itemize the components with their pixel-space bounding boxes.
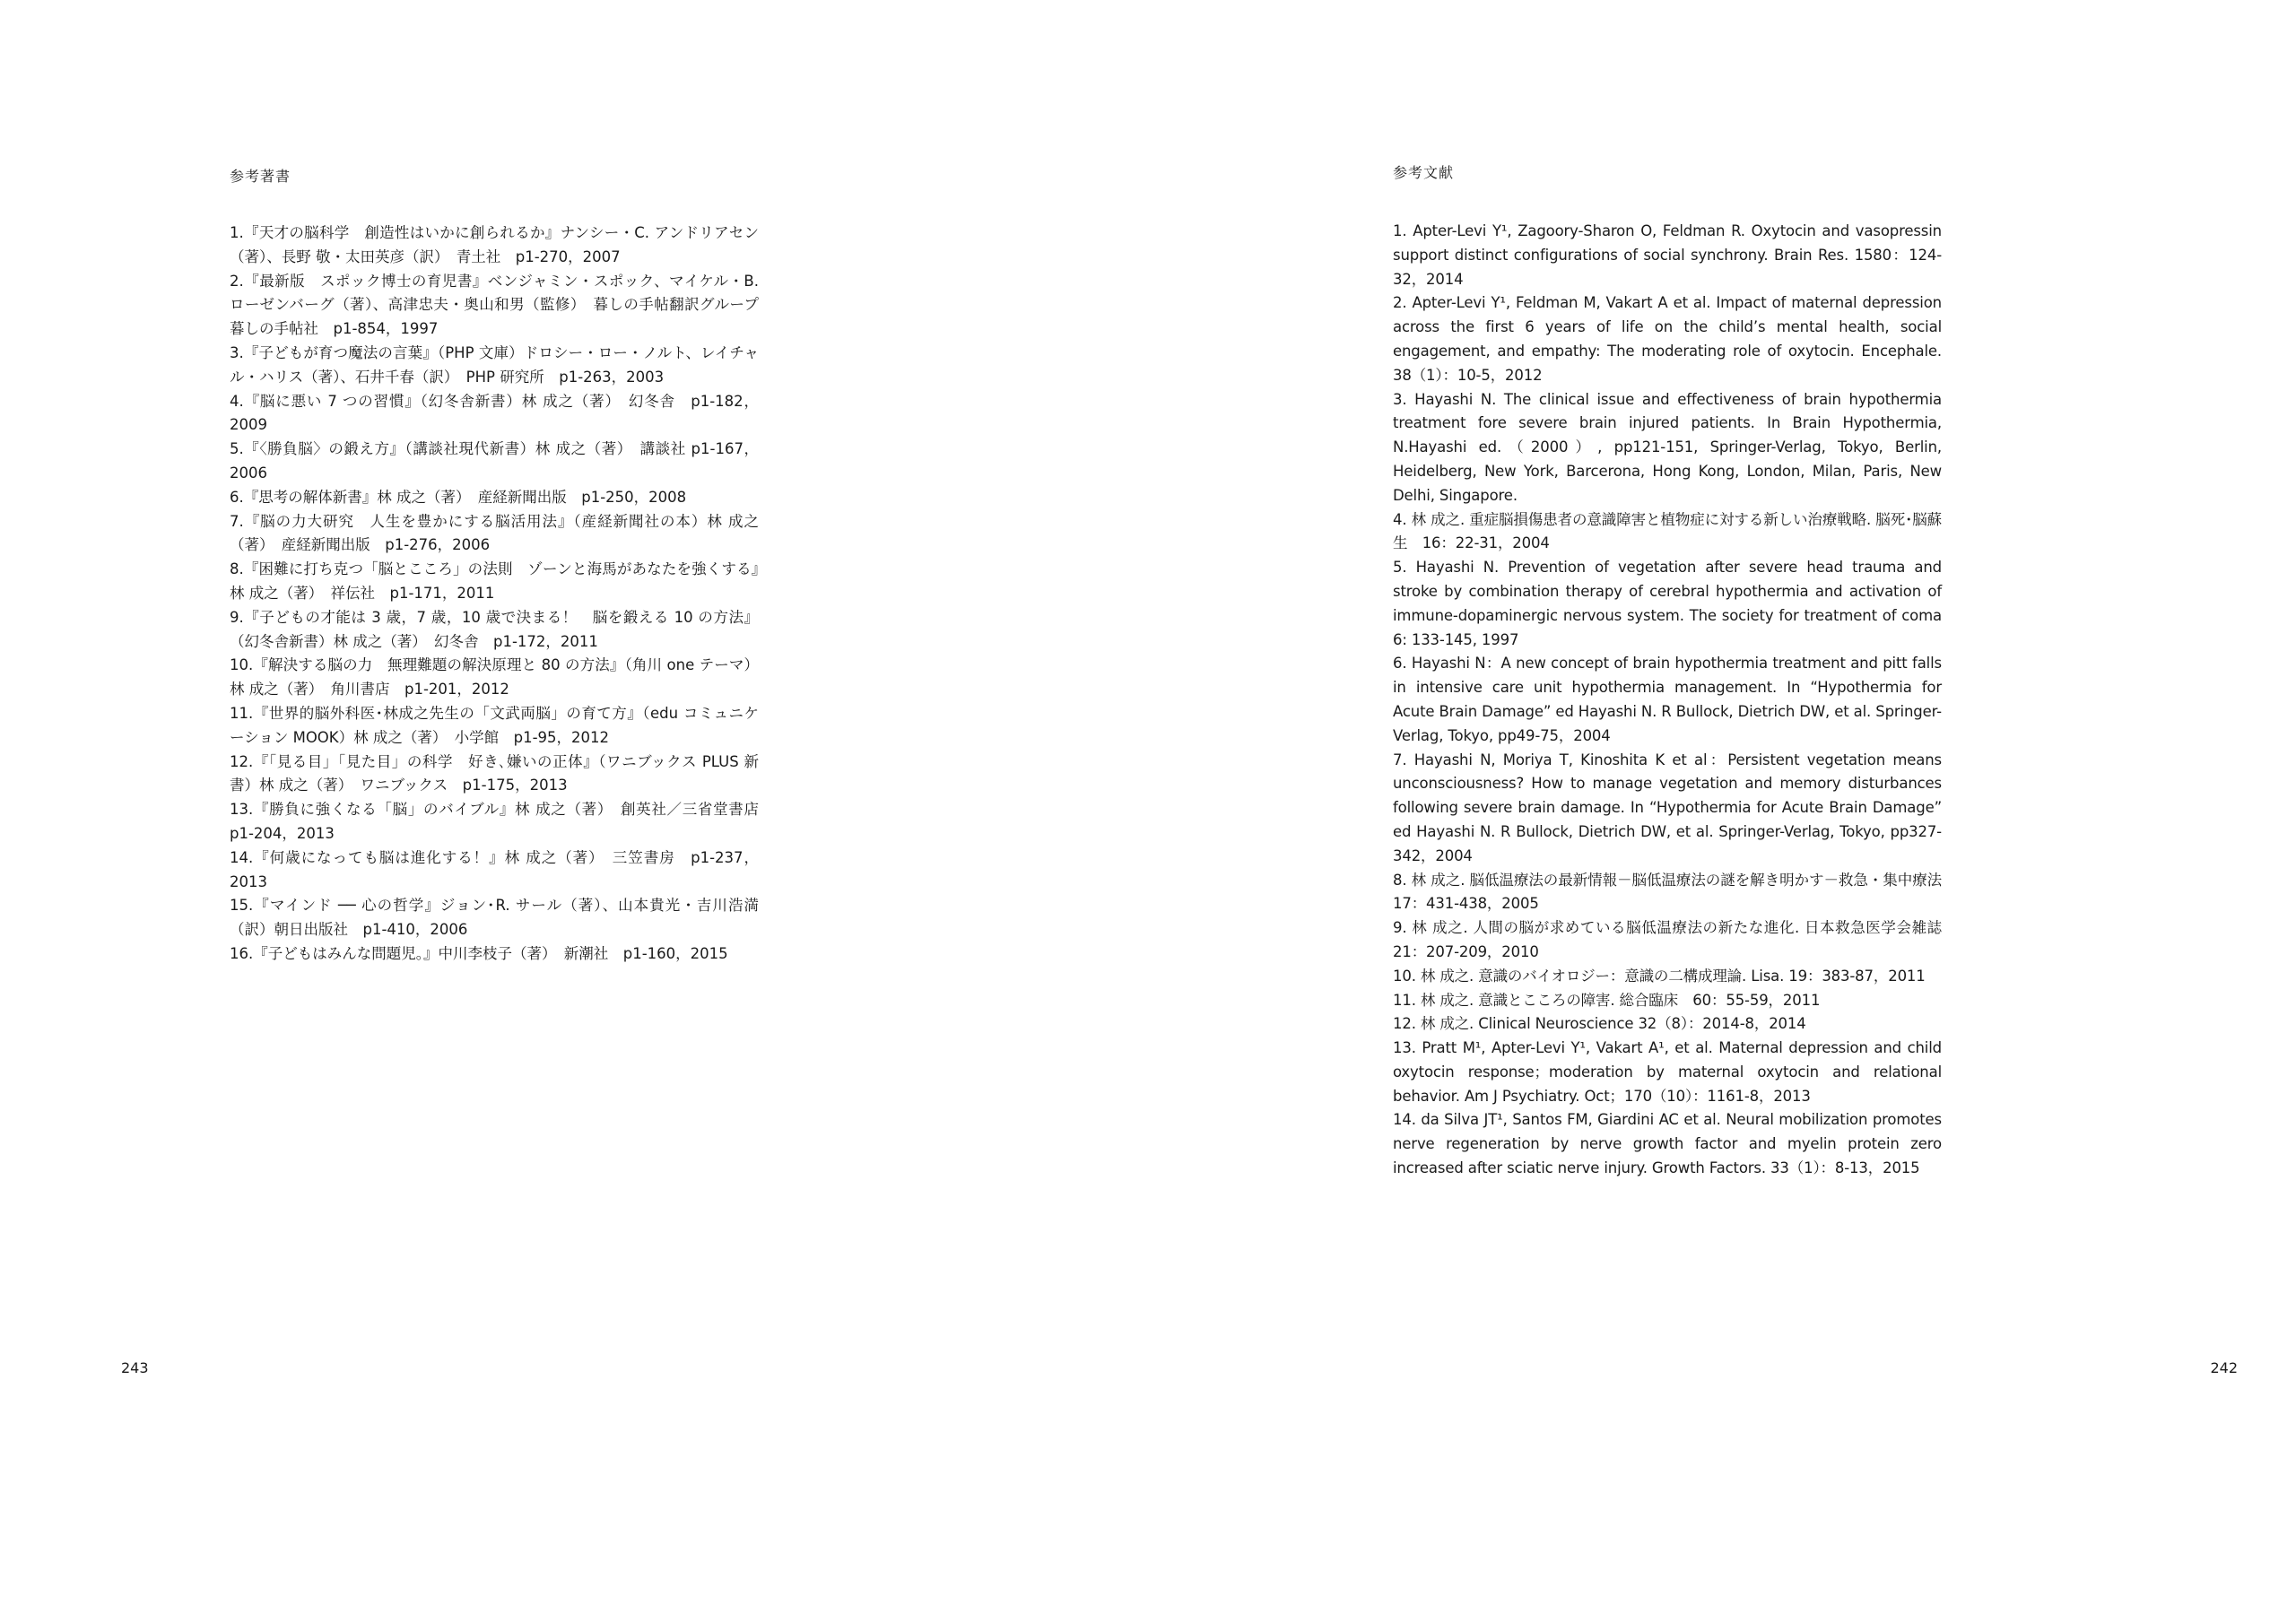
list-item: 8. 林 成之. 脳低温療法の最新情報－脳低温療法の謎を解き明かす－救急・集中療法 17：431-438，2005 <box>1393 871 1957 913</box>
page-number-left: 243 <box>121 1359 149 1376</box>
list-item: 4. 林 成之. 重症脳損傷患者の意識障害と植物症に対する新しい治療戦略. 脳死･脳蘇生 16：22-31，2004 <box>1393 510 1942 552</box>
list-item: 8.『困難に打ち克つ「脳とこころ」の法則 ゾーンと海馬があなたを強くする』林 成之（著） 祥伝社 p1-171，2011 <box>230 560 759 602</box>
list-item: 11.『世界的脳外科医･林成之先生の「文武両脳」の育て方』（edu コミュニケーション MOOK）林 成之（著） 小学館 p1-95，2012 <box>230 704 759 746</box>
left-column <box>230 165 774 967</box>
list-item: 12.『「見る目」「見た目」の科学 好き､嫌いの正体』（ワニブックス PLUS 新書）林 成之（著） ワニブックス p1-175，2013 <box>230 752 759 794</box>
list-item: 6. Hayashi N：A new concept of brain hypothermia treatment and pitt falls in intensive care unit hypothermia management. In “Hypothermia for Acute Brain Damage” ed Hayashi N. R Bullock, Dietrich DW, et al. Springer-Verlag, Tokyo, pp49-75，2004 <box>1393 655 1942 744</box>
list-item: 14. da Silva JT¹, Santos FM, Giardini AC et al. Neural mobilization promotes nerve regeneration by nerve growth factor and myelin protein zero increased after sciatic nerve injury. Growth Factors. 33（1）：8-13，2015 <box>1393 1111 1942 1177</box>
list-item: 5.『〈勝負脳〉の鍛え方』（講談社現代新書）林 成之（著） 講談社 p1-167，2006 <box>230 440 759 482</box>
list-item: 7. Hayashi N, Moriya T, Kinoshita K et al：Persistent vegetation means unconsciousness? How to manage vegetation and memory disturbances following severe brain damage. In “Hypothermia for Acute Brain Damage” ed Hayashi N. R Bullock, Dietrich DW, et al. Springer-Verlag, Tokyo, pp327-342，2004 <box>1393 751 1942 864</box>
list-item: 1.『天才の脳科学 創造性はいかに創られるか』ナンシー・C. アンドリアセン（著）、長野 敬・太田英彦（訳） 青土社 p1-270，2007 <box>230 224 759 265</box>
list-item: 10.『解決する脳の力 無理難題の解決原理と 80 の方法』（角川 one テーマ）林 成之（著） 角川書店 p1-201，2012 <box>230 656 759 699</box>
right-page <box>1148 0 2296 1623</box>
list-item: 11. 林 成之. 意識とこころの障害. 総合臨床 60：55-59，2011 <box>1393 991 1821 1009</box>
list-item: 2. Apter-Levi Y¹, Feldman M, Vakart A et al. Impact of maternal depression across the first 6 years of life on the child’s mental health, social engagement, and empathy: The moderating role of oxytocin. Encephale. 38（1）：10-5，2012 <box>1393 294 1942 384</box>
list-item: 9.『子どもの才能は 3 歳，7 歳，10 歳で決まる！ 脳を鍛える 10 の方法』（幻冬舎新書）林 成之（著） 幻冬舎 p1-172，2011 <box>230 608 759 650</box>
list-item: 1. Apter-Levi Y¹, Zagoory-Sharon O, Feldman R. Oxytocin and vasopressin support distinct configurations of social synchrony. Brain Res. 1580：124-32，2014 <box>1393 222 1942 288</box>
list-item: 15.『マインド ── 心の哲学』ジョン･R. サール（著）、山本貴光・吉川浩満（訳）朝日出版社 p1-410，2006 <box>230 897 759 939</box>
left-heading: 参考著書 <box>230 168 291 185</box>
book-reference-list <box>230 221 774 967</box>
list-item: 4.『脳に悪い 7 つの習慣』（幻冬舎新書）林 成之（著） 幻冬舎 p1-182，2009 <box>230 392 759 434</box>
list-item: 10. 林 成之. 意識のバイオロジー：意識の二構成理論. Lisa. 19：383-87，2011 <box>1393 967 1926 985</box>
list-item: 5. Hayashi N. Prevention of vegetation after severe head trauma and stroke by combination therapy of cerebral hypothermia and activation of immune-dopaminergic nervous system. The society for treatment of coma 6: 133-145, 1997 <box>1393 559 1942 648</box>
right-heading: 参考文献 <box>1393 164 1455 181</box>
literature-reference-list <box>1393 220 1957 1181</box>
list-item: 2.『最新版 スポック博士の育児書』ベンジャミン・スポック、マイケル・B. ローゼンバーグ（著）、高津忠夫・奥山和男（監修） 暮しの手帖翻訳グループ 暮しの手帖社 p1-854，1997 <box>230 272 774 338</box>
list-item: 12. 林 成之. Clinical Neuroscience 32（8）：2014-8，2014 <box>1393 1015 1806 1033</box>
list-item: 9. 林 成之. 人間の脳が求めている脳低温療法の新たな進化. 日本救急医学会雑誌 21：207-209，2010 <box>1393 919 1957 960</box>
page-number-right: 242 <box>2210 1359 2238 1376</box>
list-item: 7.『脳の力大研究 人生を豊かにする脳活用法』（産経新聞社の本）林 成之（著） 産経新聞出版 p1-276，2006 <box>230 512 759 554</box>
list-item: 14.『何歳になっても脳は進化する！』林 成之（著） 三笠書房 p1-237，2013 <box>230 848 759 890</box>
right-column <box>1393 161 1957 1181</box>
list-item: 13. Pratt M¹, Apter-Levi Y¹, Vakart A¹, et al. Maternal depression and child oxytocin response；moderation by maternal oxytocin and relational behavior. Am J Psychiatry. Oct；170（10）：1161-8，2013 <box>1393 1039 1942 1105</box>
list-item: 13.『勝負に強くなる「脳」のバイブル』林 成之（著） 創英社／三省堂書店 p1-204，2013 <box>230 801 759 842</box>
list-item: 6.『思考の解体新書』林 成之（著） 産経新聞出版 p1-250，2008 <box>230 488 687 506</box>
list-item: 16.『子どもはみんな問題児。』中川李枝子（著） 新潮社 p1-160，2015 <box>230 944 728 962</box>
list-item: 3. Hayashi N. The clinical issue and effectiveness of brain hypothermia treatment fore severe brain injured patients. In Brain Hypothermia, N.Hayashi ed.（2000）, pp121-151, Springer-Verlag, Tokyo, Berlin, Heidelberg, New York, Barcerona, Hong Kong, London, Milan, Paris, New Delhi, Singapore. <box>1393 390 1942 504</box>
list-item: 3.『子どもが育つ魔法の言葉』（PHP 文庫）ドロシー・ロー・ノルト、レイチャル・ハリス（著）、石井千春（訳） PHP 研究所 p1-263，2003 <box>230 343 759 386</box>
